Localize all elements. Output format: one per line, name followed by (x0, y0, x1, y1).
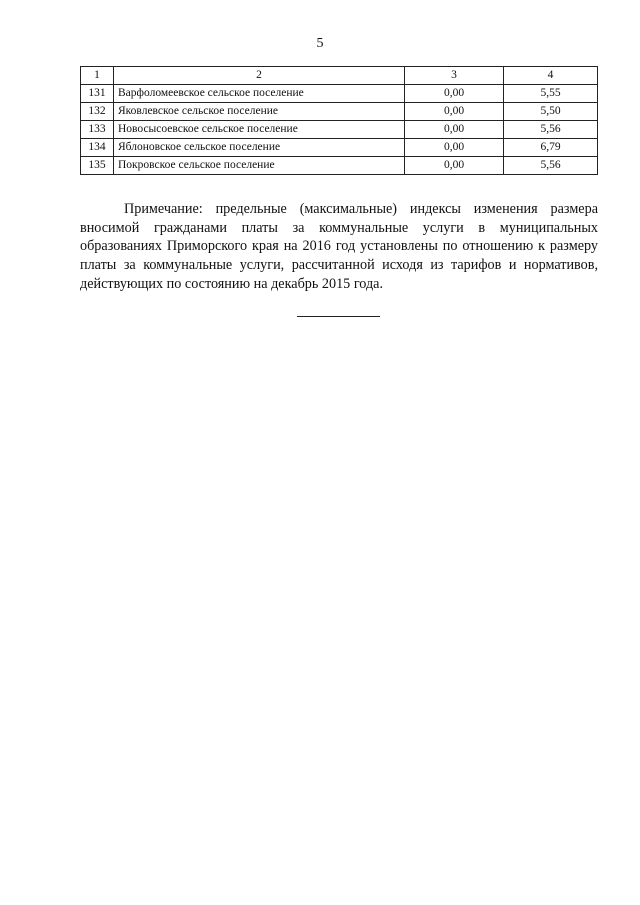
settlement-name-cell: Яблоновское сельское поселение (114, 139, 405, 157)
value-col3-cell: 0,00 (405, 139, 504, 157)
page-number: 5 (316, 36, 324, 51)
header-cell-1: 1 (81, 67, 114, 85)
row-number-cell: 132 (81, 103, 114, 121)
value-col4-cell: 5,56 (504, 121, 598, 139)
table-row (81, 85, 598, 103)
row-number-cell: 135 (81, 157, 114, 175)
value-col3-cell: 0,00 (405, 103, 504, 121)
value-col4-cell: 6,79 (504, 139, 598, 157)
table-row (81, 103, 598, 121)
value-col4-cell: 5,50 (504, 103, 598, 121)
header-cell-4: 4 (504, 67, 598, 85)
note-paragraph: Примечание: предельные (максимальные) индексы изменения размера вносимой гражданами платы за коммунальные услуги в муниципальных образованиях Приморского края на 2016 год установлены по отношению к размеру платы за коммунальные услуги, рассчитанной исходя из тарифов и нормативов, действующих по состоянию на декабрь 2015 года. (80, 201, 598, 292)
header-cell-2: 2 (114, 67, 405, 85)
header-cell-3: 3 (405, 67, 504, 85)
row-number-cell: 133 (81, 121, 114, 139)
table-header-row (81, 67, 598, 85)
value-col4-cell: 5,55 (504, 85, 598, 103)
settlement-index-table (80, 66, 598, 175)
table-row (81, 139, 598, 157)
row-number-cell: 134 (81, 139, 114, 157)
table-row (81, 157, 598, 175)
settlement-name-cell: Яковлевское сельское поселение (114, 103, 405, 121)
value-col3-cell: 0,00 (405, 85, 504, 103)
value-col4-cell: 5,56 (504, 157, 598, 175)
settlement-name-cell: Варфоломеевское сельское поселение (114, 85, 405, 103)
row-number-cell: 131 (81, 85, 114, 103)
value-col3-cell: 0,00 (405, 157, 504, 175)
settlement-name-cell: Новосысоевское сельское поселение (114, 121, 405, 139)
value-col3-cell: 0,00 (405, 121, 504, 139)
settlement-name-cell: Покровское сельское поселение (114, 157, 405, 175)
table-row (81, 121, 598, 139)
closing-divider (297, 316, 380, 317)
